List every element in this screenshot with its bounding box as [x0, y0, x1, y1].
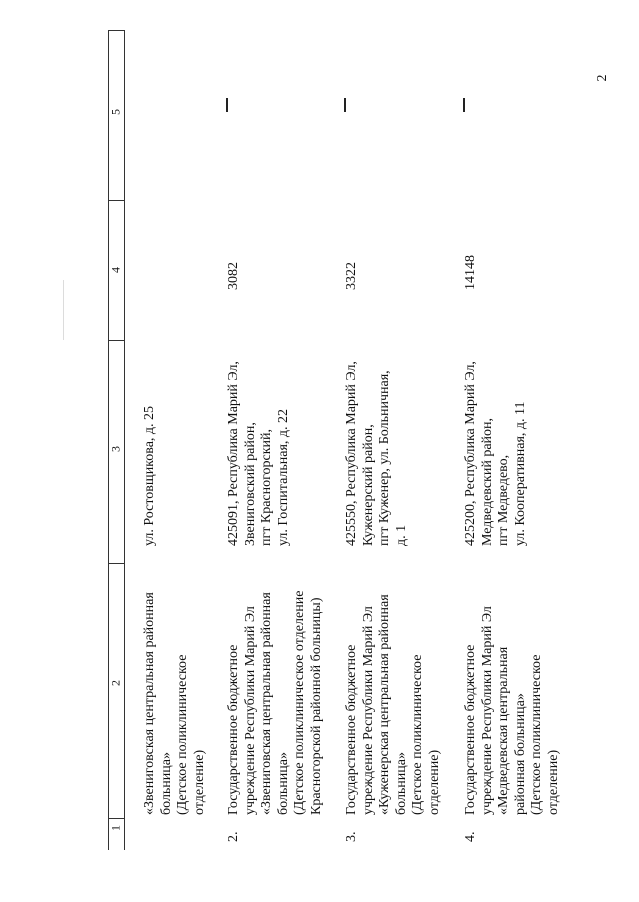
header-col-2: 2	[108, 680, 123, 686]
row-4-address: 425200, Республика Марий Эл, Медведевский район, пгт Медведево, ул. Кооперативная, д. 11	[463, 361, 528, 546]
col-separator-2-1	[108, 818, 124, 819]
row-3-number: 3.	[344, 831, 359, 842]
col-separator-5-4	[108, 200, 124, 201]
row-3-institution: Государственное бюджетное учреждение Республики Марий Эл «Куженерская центральная районная больница» (Детское поликлиническое отделение)	[344, 594, 442, 815]
row-3-address: 425550, Республика Марий Эл, Куженерский район, пгт Куженер, ул. Больничная, д. 1	[344, 361, 409, 546]
table-header-top-line	[108, 30, 109, 850]
row-2-value: 3082	[226, 262, 241, 290]
row-2-institution: Государственное бюджетное учреждение Республики Марий Эл «Звениговская центральная районная больница» (Детское поликлиническое отделение Красногорской районной больницы)	[226, 590, 324, 815]
table-header-bottom-line	[124, 30, 125, 850]
row-3-category-mark	[344, 98, 346, 112]
row-4-value: 14148	[463, 255, 478, 290]
row-1-institution: «Звениговская центральная районная больница» (Детское поликлиническое отделение)	[142, 592, 207, 815]
row-2-number: 2.	[226, 831, 241, 842]
header-col-4: 4	[108, 267, 123, 273]
row-2-category-mark	[226, 98, 228, 112]
row-2-address: 425091, Республика Марий Эл, Звениговский район, пгт Красногорский, ул. Госпитальная, д. 22	[226, 361, 291, 546]
row-4-category-mark	[463, 98, 465, 112]
header-col-5: 5	[108, 109, 123, 115]
scan-artifact-line	[63, 280, 64, 340]
col-separator-4-3	[108, 340, 124, 341]
row-4-number: 4.	[463, 831, 478, 842]
row-3-value: 3322	[344, 262, 359, 290]
row-1-address: ул. Ростовщикова, д. 25	[142, 405, 157, 546]
row-4-institution: Государственное бюджетное учреждение Республики Марий Эл «Медведевская центральная районная больница» (Детское поликлиническое отделение)	[463, 606, 561, 815]
header-col-3: 3	[108, 446, 123, 452]
header-col-1: 1	[108, 825, 123, 831]
col-separator-3-2	[108, 563, 124, 564]
page-number: 2	[595, 74, 610, 82]
table-right-edge	[108, 30, 124, 31]
